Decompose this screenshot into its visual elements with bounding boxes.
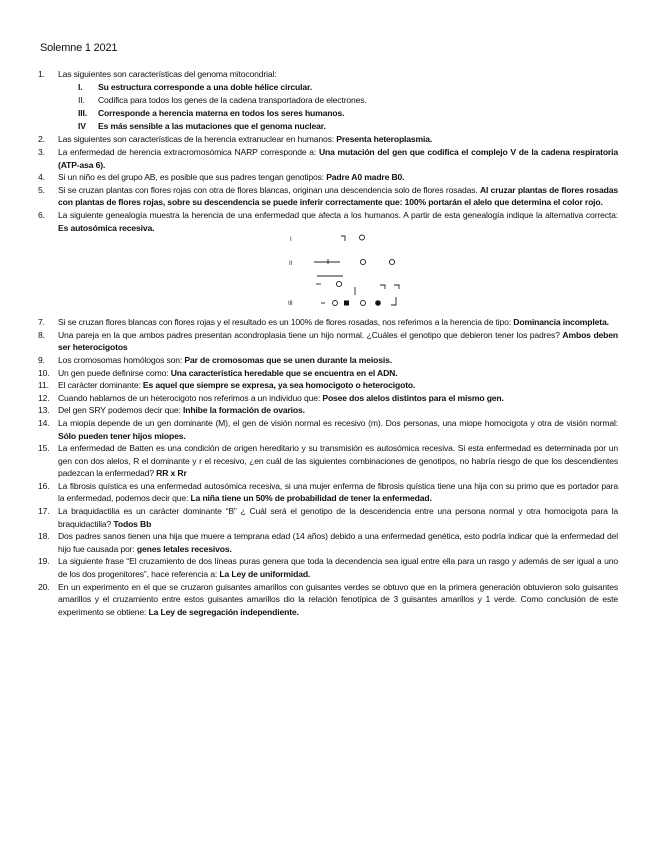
gen3-affected-male <box>344 301 349 306</box>
question-2 <box>38 133 618 146</box>
option-iv <box>78 120 618 133</box>
option-number: III. <box>78 108 87 118</box>
generation-label: II <box>289 261 293 268</box>
question-1-options <box>78 81 618 134</box>
answer-text: Padre A0 madre B0. <box>326 172 405 183</box>
question-number: 18. <box>38 531 50 542</box>
answer-text: Es aquel que siempre se expresa, ya sea homocigoto o heterocigoto. <box>142 380 416 391</box>
question-text: Las siguientes son características del genoma mitocondrial: <box>58 69 277 79</box>
question-1 <box>38 68 618 81</box>
question-number: 3. <box>38 147 45 157</box>
generation-label: III <box>288 301 293 308</box>
question-number: 10. <box>38 367 50 378</box>
question-number: 9. <box>38 354 45 365</box>
question-18 <box>38 530 618 555</box>
question-text: El carácter dominante: <box>58 380 143 391</box>
option-text: Su estructura corresponde a una doble hélice circular. <box>98 81 312 92</box>
question-text: Un gen puede definirse como: <box>58 367 171 378</box>
question-14 <box>38 417 618 442</box>
question-text: La fibrosis quística es una enfermedad autosómica recesiva, si una mujer enferma de fibrosis quística tiene una hija con su primo que es portador para la enfermedad, podemos decir que: <box>58 480 618 504</box>
answer-text: Sólo pueden tener hijos miopes. <box>58 430 186 441</box>
document-title: Solemne 1 2021 <box>40 42 118 54</box>
gen3-bracket-b <box>394 285 399 289</box>
question-text: Si se cruzan flores blancas con flores rojas y el resultado es un 100% de flores rosadas, nos referimos a la herencia de tipo: <box>58 317 514 328</box>
question-text: La enfermedad de Batten es una condición de origen hereditario y su transmisión es autosómica recesiva. Si esta enfermedad es determinada por un gen con dos alelos, R el dominante y r el recesivo, ¿en cuál de las siguientes combinaciones de genotipos, no habría riesgo de que los descendientes padezcan la enfermedad? <box>58 443 618 479</box>
question-16 <box>38 480 618 505</box>
question-text: En un experimento en el que se cruzaron guisantes amarillos con guisantes verdes se obtuvo que en la primera generación obtuvieron solo guisantes amarillos y el cruzamiento entre estos guisantes amarillos dio la relación fenotípica de 3 guisantes amarillos y 1 verde. Como conclusión de este experimento se obtiene: <box>58 581 618 617</box>
gen3-bracket-a <box>380 285 385 289</box>
question-number: 8. <box>38 329 45 340</box>
question-13 <box>38 404 618 417</box>
answer-text: Inhibe la formación de ovarios. <box>182 405 305 416</box>
answer-text: Dominancia incompleta. <box>513 317 609 328</box>
answer-text: La Ley de uniformidad. <box>219 569 311 580</box>
question-text: La enfermedad de herencia extracromosómica NARP corresponde a: <box>58 147 319 157</box>
question-number: 14. <box>38 417 50 428</box>
question-11 <box>38 379 618 392</box>
question-list <box>38 68 618 618</box>
question-number: 4. <box>38 172 45 183</box>
question-text: Si se cruzan plantas con flores rojas con otra de flores blancas, originan una descendencia solo de flores rosadas. <box>58 184 480 195</box>
question-number: 19. <box>38 556 50 567</box>
answer-text: Una mutación del gen que codifica el complejo V de la cadena respiratoria (ATP-asa 6). <box>58 147 618 170</box>
answer-text: La Ley de segregación independiente. <box>148 606 299 617</box>
question-number: 1. <box>38 69 45 79</box>
question-17 <box>38 505 618 530</box>
question-number: 13. <box>38 405 50 416</box>
question-6 <box>38 209 618 234</box>
question-number: 2. <box>38 134 45 145</box>
pedigree-chart <box>58 234 638 316</box>
question-number: 16. <box>38 480 50 491</box>
option-number: IV <box>78 121 86 132</box>
gen1-female-circle <box>360 235 365 240</box>
question-number: 17. <box>38 506 50 517</box>
question-number: 7. <box>38 317 45 328</box>
answer-text: Una característica heredable que se encuentra en el ADN. <box>170 367 398 378</box>
answer-text: Par de cromosomas que se unen durante la meiosis. <box>184 354 392 365</box>
question-12 <box>38 392 618 405</box>
question-text: La braquidactilia es un carácter dominante “B” ¿ Cuál será el genotipo de la descendencia entre una persona normal y otra homocigota para la braquidactilia? <box>58 506 618 529</box>
question-text: Dos padres sanos tienen una hija que muere a temprana edad (14 años) debido a una enfermedad genética, esto podría indicar que la enfermedad del hijo fue causada por: <box>58 531 618 554</box>
answer-text: RR x Rr <box>156 468 187 479</box>
question-text: La miopía depende de un gen dominante (M), el gen de visión normal es recesivo (m). Dos personas, una miope homocigota y otra de visión normal: <box>58 417 618 428</box>
generation-label: I <box>290 237 292 244</box>
question-4 <box>38 171 618 184</box>
gen2-female-circle <box>360 260 365 265</box>
gen2-female-circle-2 <box>389 260 394 265</box>
question-text: Una pareja en la que ambos padres presentan acondroplasia tiene un hijo normal. ¿Cuáles el genotipo que debieron tener los padres? <box>58 329 563 340</box>
question-text: Los cromosomas homólogos son: <box>58 354 185 365</box>
question-number: 20. <box>38 581 50 592</box>
gen3-affected-female <box>375 300 381 306</box>
pedigree-diagram <box>58 234 618 316</box>
question-5 <box>38 184 618 209</box>
question-number: 11. <box>38 380 49 391</box>
answer-text: Todos Bb <box>113 518 152 529</box>
option-number: I. <box>78 81 83 92</box>
question-number: 5. <box>38 184 45 195</box>
question-number: 12. <box>38 392 50 403</box>
option-text: Corresponde a herencia materna en todos los seres humanos. <box>98 108 345 118</box>
answer-text: La niña tiene un 50% de probabilidad de tener la enfermedad. <box>190 493 432 504</box>
option-number: II. <box>78 94 85 105</box>
answer-text: Al cruzar plantas de flores rosadas con plantas de flores rojas, sobre su descendencia se puede inferir correctamente que: 100% portarán el alelo que determina el color rojo. <box>58 184 618 208</box>
question-text: Cuando hablamos de un heterocigoto nos referimos a un individuo que: <box>58 392 323 403</box>
gen3-female-a <box>336 282 341 287</box>
gen3-bracket-c <box>391 297 396 305</box>
option-iii <box>78 107 618 120</box>
gen3-female-b <box>333 301 338 306</box>
question-text: Del gen SRY podemos decir que: <box>58 405 183 416</box>
question-8 <box>38 329 618 354</box>
option-text: Es más sensible a las mutaciones que el genoma nuclear. <box>98 121 326 132</box>
answer-text: Es autosómica recesiva. <box>58 222 155 233</box>
question-19 <box>38 555 618 580</box>
question-3 <box>38 146 618 171</box>
answer-text: Ambos deben ser heterocigotos <box>58 329 619 353</box>
question-text: Si un niño es del grupo AB, es posible que sus padres tengan genotipos: <box>58 172 327 183</box>
question-text: La siguiente frase “El cruzamiento de dos líneas puras genera que toda la decendencia sea igual entre ella para un rasgo y además de ser igual a uno de los dos progenitores”, hace referencia a: <box>58 556 618 580</box>
option-ii <box>78 94 618 107</box>
question-15 <box>38 442 618 480</box>
answer-text: genes letales recesivos. <box>136 543 232 554</box>
question-text: Las siguientes son características de la herencia extranuclear en humanos: <box>58 134 337 145</box>
question-10 <box>38 367 618 380</box>
question-number: 15. <box>38 443 50 454</box>
question-9 <box>38 354 618 367</box>
option-i <box>78 81 618 94</box>
option-text: Codifica para todos los genes de la cadena transportadora de electrones. <box>98 94 367 105</box>
question-number: 6. <box>38 209 45 220</box>
answer-text: Presenta heteroplasmia. <box>336 134 433 145</box>
question-20 <box>38 581 618 619</box>
gen1-male-square <box>341 236 345 241</box>
question-7 <box>38 316 618 329</box>
answer-text: Posee dos alelos distintos para el mismo gen. <box>322 392 504 403</box>
gen3-female-c <box>361 301 366 306</box>
question-text: La siguiente genealogía muestra la herencia de una enfermedad que afecta a los humanos. A partir de esta genealogía indique la alternativa correcta: <box>58 209 618 220</box>
